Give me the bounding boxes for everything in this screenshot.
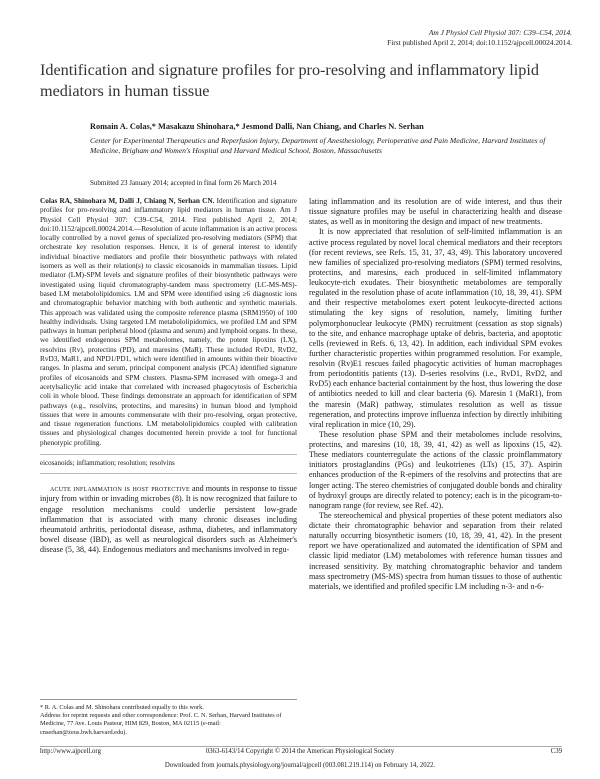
correspondence-address: Address for reprint requests and other correspondence: Prof. C. N. Serhan, Harvard Institutes of Medicine, 77 Ave. Louis Pasteur, HIM 829, Boston, MA 02115 (e-mail: cnserhan@zeus.bwh.harvard.edu).: [40, 712, 282, 736]
intro-text: and mounts in response to tissue injury from within or invading microbes (8). It is now recognized that failure to engage resolution mechanisms could underlie persistent low-grade inflammation that is associated with many chronic diseases including rheumatoid arthritis, periodontal disease, asthma, diabetes, and inflammatory bowel disease (IBD), as well as neurological disorders such as Alzheimer's disease (5, 38, 44). Endogenous mediators and mechanisms involved in regu-: [40, 484, 297, 555]
body-paragraph: These resolution phase SPM and their metabolomes include resolvins, protectins, and maresins (10, 18, 39, 41, 42) as well as lipoxins (15, 42). These mediators counterregulate the actions of the classic proinflammatory initiators prostaglandins (PGs) and leukotrienes (LTs) (15, 37). Aspirin enhances production of the R-epimers of the resolvins and protectins that are longer acting. The stereo chemistries of conjugated double bonds and chirality of hydroxyl groups are directly related to potency; each is in the picogram-to-nanogram range (for review, see Ref. 42).: [309, 429, 562, 510]
abstract-citation-authors: Colas RA, Shinohara M, Dalli J, Chiang N, Serhan CN.: [40, 197, 215, 205]
first-published-line: First published April 2, 2014; doi:10.1152/ajpcell.00024.2014.: [387, 38, 572, 47]
footer-divider: [40, 746, 562, 747]
right-column: [309, 197, 562, 592]
journal-citation: Am J Physiol Cell Physiol 307: C39–C54, 2014.: [428, 28, 572, 37]
page-number: C39: [550, 748, 562, 755]
abstract-paragraph: [40, 197, 297, 448]
intro-smallcaps-lead: acute inflammation is host protective: [50, 484, 190, 494]
intro-paragraph: [40, 484, 297, 555]
footnotes: [40, 699, 297, 737]
body-paragraph: lating inflammation and its resolution are of wide interest, and thus their tissue signature profiles may be useful in characterizing health and disease states, as well as in monitoring the design and impact of new treatments.: [309, 197, 562, 227]
introduction: [40, 484, 297, 555]
left-column: [40, 197, 297, 555]
journal-url-link[interactable]: http://www.ajpcell.org: [40, 748, 101, 755]
body-paragraph: The stereochemical and physical properties of these potent mediators also dictate their chromatographic behavior and separation from their related naturally occurring biosynthetic isomers (10, 18, 39, 41, 42). In the present report we have operationalized and automated the identification of SPM and classic lipid mediator (LM) metabolomes with reference human tissues and increased sensitivity. By matching chromatographic behavior and tandem mass spectrometry (MS-MS) spectra from human tissues to those of authentic materials, we identified and profiled specific LM including n-3- and n-6-: [309, 510, 562, 591]
body-paragraph: It is now appreciated that resolution of self-limited inflammation is an active process regulated by novel local chemical mediators and their receptors (for recent reviews, see Refs. 15, 31, 37, 43, 49). This laboratory uncovered new families of specialized pro-resolving mediators (SPM) termed resolvins, protectins, and maresins, each produced in self-limited inflammatory leukocyte-rich exudates. Their biosynthetic metabolomes are temporally regulated in the resolution phase of acute inflammation (10, 18, 39, 41). SPM and their respective metabolomes exert potent leukocyte-directed actions stimulating the key signs of resolution, namely, limiting further polymorphonuclear leukocyte (PMN) recruitment (cessation as stop signals) to the site, and enhance macrophage uptake of debris, bacteria, and apoptotic cells (reviewed in Refs. 6, 13, 42). In addition, each individual SPM evokes further characteristic properties within programmed resolution. For example, resolvin (Rv)E1 rescues failed phagocytic activities of human macrophages from periodontitis patients (13). D-series resolvins (i.e., RvD1, RvD2, and RvD5) each enhance bacterial containment by the host, thus lowering the dose of antibiotics needed to kill and clear bacteria (6). Maresin 1 (MaR1), from the maresin (MaR) pathway, stimulates resolution as well as tissue regeneration, and protectins improve influenza infection by directly inhibiting viral replication in mice (10, 29).: [309, 227, 562, 429]
journal-header: [387, 28, 572, 48]
abstract-text: Identification and signature profiles for pro-resolving and inflammatory lipid mediators in human tissue. Am J Physiol Cell Physiol 307: C39–C54, 2014. First published April 2, 2014; doi:10.1152/ajpcell.00024.2014.—Resolution of acute inflammation is an active process locally controlled by a novel genus of specialized pro-resolving mediators (SPM) that orchestrate key resolution responses. Hence, it is of general interest to identify individual bioactive mediators and profile their biosynthetic pathways with related isomers as well as their relation(s) to classic eicosanoids in mammalian tissues. Lipid mediator (LM)-SPM levels and signature profiles of their biosynthetic pathways were investigated using liquid chromatography-tandem mass spectrometry (LC-MS-MS)-based LM metabololipidomics. LM and SPM were identified using ≥6 diagnostic ions and chromatographic behavior matching with both authentic and synthetic materials. This approach was validated using the composite reference plasma (SRM1950) of 100 healthy individuals. Using targeted LM metabololipidomics, we profiled LM and SPM pathways in human peripheral blood (plasma and serum) and lymphoid organs. In these, we identified endogenous SPM metabolomes, namely, the potent lipoxins (LX), resolvins (Rv), protectins (PD), and maresins (MaR). These included RvD1, RvD2, RvD3, MaR1, and NPD1/PD1, which were identified in amounts within their bioactive ranges. In plasma and serum, principal component analysis (PCA) identified signature profiles of eicosanoids and SPM clusters. Plasma-SPM increased with omega-3 and acetylsalicylic acid intake that correlated with increased phagocytosis of Escherichia coli in whole blood. These findings demonstrate an approach for identification of SPM pathways (e.g., resolvins, protectins, and maresins) in human blood and lymphoid tissues that were in amounts commensurate with their pro-resolving, organ protective, and tissue regeneration functions. LM metabololipidomics coupled with calibration tissues and physiological changes documented herein provide a tool for functional phenotypic profiling.: [40, 197, 297, 447]
author-affiliation: Center for Experimental Therapeutics and Reperfusion Injury, Department of Anesthesiology, Perioperative and Pain Medicine, Harvard Institutes of Medicine, Brigham and Women's Hospital and Harvard Medical School, Boston, Massachusetts: [90, 136, 546, 156]
copyright-line: 0363-6143/14 Copyright © 2014 the American Physiological Society: [205, 748, 395, 755]
abstract: [40, 197, 297, 474]
submission-dates: Submitted 23 January 2014; accepted in final form 26 March 2014: [90, 179, 277, 187]
article-title: Identification and signature profiles for pro-resolving and inflammatory lipid mediators in human tissue: [40, 61, 539, 100]
contribution-note: * R. A. Colas and M. Shinohara contributed equally to this work.: [40, 704, 204, 711]
download-notice: Downloaded from journals.physiology.org/journal/ajpcell (003.081.219.114) on February 14, 2022.: [164, 762, 436, 769]
keywords: eicosanoids; inflammation; resolution; resolvins: [40, 454, 297, 468]
author-list: Romain A. Colas,* Masakazu Shinohara,* Jesmond Dalli, Nan Chiang, and Charles N. Serhan: [90, 122, 424, 131]
